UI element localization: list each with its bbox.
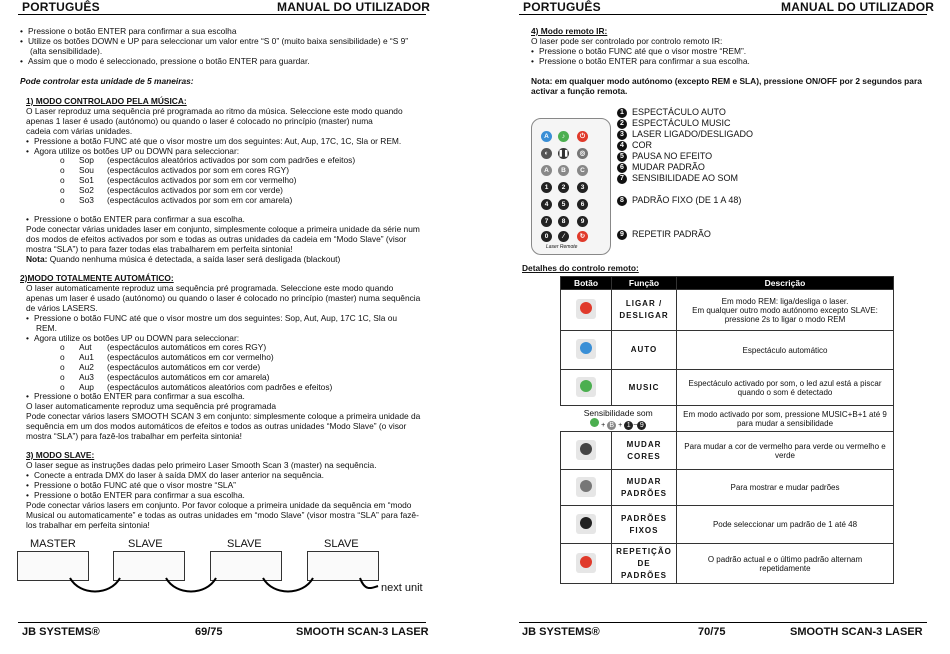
table-row bbox=[561, 544, 894, 584]
header-manual-title: MANUAL DO UTILIZADOR bbox=[781, 0, 935, 14]
digit-button-icon: 3 bbox=[577, 182, 588, 193]
fixed-pattern-icon bbox=[576, 514, 596, 534]
paragraph-line: Musical ou automaticamente” e todas as outras unidades em “modo Slave” (visor mostra “SLA” para fazê- bbox=[26, 510, 419, 520]
pattern-icon bbox=[576, 477, 596, 497]
description-cell: Para mudar a cor de vermelho para verde ou vermelho e verde bbox=[677, 432, 894, 470]
note-line: activar a função remota. bbox=[531, 86, 628, 96]
table-row bbox=[561, 290, 894, 331]
option-code: Au2 bbox=[79, 362, 94, 372]
bullet-text: • Pressione o botão ENTER para confirmar a sua escolha. bbox=[26, 491, 245, 501]
details-title: Detalhes do controlo remoto: bbox=[522, 263, 639, 273]
paragraph-line: dos modos de efeitos activados por som e todas as outras unidades da cadeia em “Modo Slave” (visor bbox=[26, 234, 407, 244]
option-code: Aup bbox=[79, 382, 94, 392]
page-number: 69/75 bbox=[195, 626, 223, 638]
bullet-text: • Pressione a botão FUNC até que o visor mostre um dos seguintes: Aut, Aup, 17C, 1C, Sla or REM. bbox=[26, 137, 401, 147]
power-icon bbox=[576, 299, 596, 319]
bullet-text: • Pressione o botão ENTER para confirmar a sua escolha. bbox=[531, 57, 750, 67]
header-language: PORTUGUÊS bbox=[523, 0, 601, 14]
option-desc: (espectáculos automáticos em cor verde) bbox=[107, 362, 261, 372]
paragraph-line: cadeia com várias unidades. bbox=[26, 126, 133, 136]
paragraph-line: sequência em um dos modos automáticos de efeitos e todos as outras unidades “Modo Slave” (o visor bbox=[26, 421, 407, 431]
option-code: Aut bbox=[79, 342, 92, 352]
option-desc: (espectáculos automáticos em cor amarela) bbox=[107, 372, 270, 382]
note-text: Quando nenhuma música é detectada, a saída laser será desligada (blackout) bbox=[47, 254, 341, 264]
footer-rule bbox=[18, 622, 426, 623]
dmx-cables bbox=[0, 548, 430, 598]
paragraph-line: O Laser reproduz uma sequência pré programada ao ritmo da música. Seleccione este modo quando bbox=[26, 106, 403, 116]
bullet-text: • Agora utilize os botões UP ou DOWN para seleccionar: bbox=[26, 334, 239, 344]
description-cell: Em modo REM: liga/desliga o laser. Em qualquer outro modo autónomo excepto SLAVE: pressione 2s to ligar o modo REM bbox=[677, 290, 894, 331]
bullet-text: • Conecte a entrada DMX do laser à saída DMX do laser anterior na sequência. bbox=[26, 471, 324, 481]
bullet-text: • Pressione o botão ENTER para confirmar a sua escolha. bbox=[26, 392, 245, 402]
next-unit-label: next unit bbox=[381, 582, 423, 594]
option-code: So2 bbox=[79, 185, 94, 195]
remote-details-table bbox=[560, 276, 894, 584]
option-code: Au1 bbox=[79, 352, 94, 362]
digit-button-icon: 0 bbox=[541, 231, 552, 242]
paragraph-line: apenas 1 laser é usado (autónomo) ou quando o laser é colocado no princípio (master) numa bbox=[26, 116, 373, 126]
button-b-icon: B bbox=[558, 165, 569, 176]
pause-button-icon: ❚❚ bbox=[558, 150, 569, 157]
paragraph-line: de vários LASERS. bbox=[26, 303, 98, 313]
section-title-music-mode: 1) MODO CONTROLADO PELA MÚSICA: bbox=[26, 96, 187, 106]
footer-rule bbox=[519, 622, 927, 623]
column-header: Função bbox=[612, 277, 677, 290]
note-line bbox=[26, 255, 340, 265]
ir-remote-control bbox=[531, 118, 611, 255]
footer-product: SMOOTH SCAN-3 LASER bbox=[296, 626, 429, 638]
option-code: Sou bbox=[79, 165, 94, 175]
slave-label: SLAVE bbox=[324, 538, 359, 550]
description-cell: Espectáculo automático bbox=[677, 331, 894, 370]
bullet-text: • Pressione o botão ENTER para confirmar a sua escolha bbox=[20, 27, 237, 37]
description-cell: Pode seleccionar um padrão de 1 até 48 bbox=[677, 506, 894, 544]
bullet-text: • Pressione o botão FUNC até que o visor mostre “SLA” bbox=[26, 481, 236, 491]
column-header: Botão bbox=[561, 277, 612, 290]
legend-item: 2 ESPECTÁCULO MUSIC bbox=[617, 118, 731, 129]
option-code: Sop bbox=[79, 155, 94, 165]
fixed-pattern-button-icon: ⁄ bbox=[558, 231, 569, 242]
paragraph-line: mostra “SLA”) to para fazer todas elas trabalharem em perfeita sintonia! bbox=[26, 244, 293, 254]
description-cell: O padrão actual e o último padrão alternam repetidamente bbox=[677, 544, 894, 584]
left-page: PORTUGUÊS MANUAL DO UTILIZADOR • Pressione o botão ENTER para confirmar a sua escolha • Utilize os botões DOWN e UP para seleccionar um valor entre “S 0” (muito baixa sensibilidade) e “S 9” (alta sensibilidade). • Assim que o modo é seleccionado, pressione o botão ENTER para guardar. Pode controlar esta unidade de 5 maneiras: 1) MODO CONTROLADO PELA MÚSICA: O Laser reproduz uma sequência pré programada ao ritmo da música. Seleccione este modo quando apenas 1 laser é usado (autónomo) ou quando o laser é colocado no princípio (master) numa cadeia com várias unidades. • Pressione a botão FUNC até que o visor mostre um dos seguintes: Aut, Aup, 17C, 1C, Sla or REM. • Agora utilize os botões UP ou DOWN para seleccionar: o Sop (espectáculos aleatórios activados por som com padrões e efeitos) o Sou (espectáculos activados por som em cores RGY) o So1 (espectáculos activados por som em cor vermelho) o So2 (espectáculos activados por som em cor verde) o So3 (espectáculos activados por som em cor amarela) • Pressione o botão ENTER para confirmar a sua escolha. Pode conectar várias unidades laser em conjunto, simplesmente coloque a primeira unidade da série num dos modos de efeitos activados por som e todas as outras unidades da cadeia em “Modo Slave” (visor mostra “SLA”) to para fazer todas elas trabalharem em perfeita sintonia! Nota: Quando nenhuma música é detectada, a saída laser será desligada (blackout) 2)MODO TOTALMENTE AUTOMÁTICO: O laser automaticamente reproduz uma sequência pré programada. Seleccione este modo quando apenas um laser é usado (autónomo) ou quando o laser é colocado no princípio (master) numa sequência de vários LASERS. • Pressione o botão FUNC até que o visor mostre um dos seguintes: Sop, Aut, Aup, 17C 1C, Sla ou REM. • Agora utilize os botões UP ou DOWN para seleccionar: o Aut (espectáculos automáticos em cores RGY) o Au1 (espectáculos automáticos em cor vermelho) o Au2 (espectáculos automáticos em cor verde) o Au3 (espectáculos automáticos em cor amarela) o Aup (espectáculos automáticos aleatórios com padrões e efeitos) • Pressione o botão ENTER para confirmar a sua escolha. O laser automaticamente reproduz uma sequência pré programada Pode conectar vários lasers SMOOTH SCAN 3 em conjunto: simplesmente coloque a primeira unidade da sequência em um dos modos automáticos de efeitos e todos as outras unidades “Modo Slave” (o visor mostra “SLA”) para fazê-los trabalhar em perfeita sintonia! 3) MODO SLAVE: O laser segue as instruções dadas pelo primeiro Laser Smooth Scan 3 (master) na sequência. • Conecte a entrada DMX do laser à saída DMX do laser anterior na sequência. • Pressione o botão FUNC até que o visor mostre “SLA” • Pressione o botão ENTER para confirmar a sua escolha. Pode conectar vários lasers em conjunto. Por favor coloque a primeira unidade da sequência em “modo Musical ou automaticamente” e todas as outras unidades em “modo Slave” (visor mostra “SLA” para fazê- los trabalhar em perfeita sintonia! MASTER SLAVE SLAVE SLAVE next unit JB SYSTEMS® 69/75 SMOOTH SCAN-3 LASER bbox=[0, 0, 475, 654]
digit-button-icon: 7 bbox=[541, 216, 552, 227]
legend-item: 3 LASER LIGADO/DESLIGADO bbox=[617, 129, 753, 140]
note-line: Nota: em qualquer modo autónomo (excepto REM e SLA), pressione ON/OFF por 2 segundos para bbox=[531, 76, 922, 86]
table-row bbox=[561, 370, 894, 406]
section-title-slave-mode: 3) MODO SLAVE: bbox=[26, 450, 95, 460]
table-header-row bbox=[561, 277, 894, 290]
table-row bbox=[561, 432, 894, 470]
option-desc: (espectáculos automáticos em cores RGY) bbox=[107, 342, 267, 352]
button-c-icon: C bbox=[577, 165, 588, 176]
header-manual-title: MANUAL DO UTILIZADOR bbox=[277, 0, 431, 14]
power-button-icon: ⏻ bbox=[577, 131, 588, 142]
digit-button-icon: 4 bbox=[541, 199, 552, 210]
music-button-icon: ♪ bbox=[558, 131, 569, 142]
color-button-icon: ◐ bbox=[541, 148, 552, 159]
function-cell: PADRÕES FIXOS bbox=[612, 506, 677, 544]
paragraph-line: Pode conectar várias unidades laser em conjunto, simplesmente coloque a primeira unidade da série num bbox=[26, 224, 420, 234]
color-icon bbox=[576, 440, 596, 460]
paragraph-line: los trabalhar em perfeita sintonia! bbox=[26, 520, 150, 530]
option-desc: (espectáculos activados por som em cor vermelho) bbox=[107, 175, 297, 185]
legend-item: 9 REPETIR PADRÃO bbox=[617, 229, 711, 240]
auto-icon bbox=[576, 339, 596, 359]
section-title-auto-mode: 2)MODO TOTALMENTE AUTOMÁTICO: bbox=[20, 273, 174, 283]
function-cell: AUTO bbox=[612, 331, 677, 370]
function-cell: LIGAR / DESLIGAR bbox=[612, 290, 677, 331]
description-cell: Em modo activado por som, pressione MUSIC+B+1 até 9 para mudar a sensibilidade bbox=[677, 406, 894, 432]
paragraph-line: apenas um laser é usado (autónomo) ou quando o laser é colocado no princípio (master) numa sequência bbox=[26, 293, 421, 303]
digit-button-icon: 1 bbox=[541, 182, 552, 193]
footer-product: SMOOTH SCAN-3 LASER bbox=[790, 626, 923, 638]
option-code: So1 bbox=[79, 175, 94, 185]
function-cell: MUSIC bbox=[612, 370, 677, 406]
bullet-text: • Agora utilize os botões UP ou DOWN para seleccionar: bbox=[26, 147, 239, 157]
bullet-text: • Pressione o botão FUNC até que o visor mostre “REM”. bbox=[531, 47, 746, 57]
legend-item: 7 SENSIBILIDADE AO SOM bbox=[617, 173, 738, 184]
digit-button-icon: 2 bbox=[558, 182, 569, 193]
function-cell: REPETIÇÃO DE PADRÕES bbox=[612, 544, 677, 584]
slave-label: SLAVE bbox=[227, 538, 262, 550]
slave-label: SLAVE bbox=[128, 538, 163, 550]
option-desc: (espectáculos automáticos aleatórios com padrões e efeitos) bbox=[107, 382, 333, 392]
header-rule bbox=[18, 14, 426, 15]
page-number: 70/75 bbox=[698, 626, 726, 638]
table-row bbox=[561, 331, 894, 370]
music-icon bbox=[576, 377, 596, 397]
option-desc: (espectáculos activados por som em cores RGY) bbox=[107, 165, 289, 175]
bullet-text: • Utilize os botões DOWN e UP para seleccionar um valor entre “S 0” (muito baixa sensibilidade) e “S 9” bbox=[20, 37, 408, 47]
description-cell: Espectáculo activado por som, o led azul está a piscar quando o som é detectado bbox=[677, 370, 894, 406]
legend-item: 5 PAUSA NO EFEITO bbox=[617, 151, 712, 162]
bullet-text: • Pressione o botão ENTER para confirmar a sua escolha. bbox=[26, 215, 245, 225]
legend-item: 8 PADRÃO FIXO (DE 1 A 48) bbox=[617, 195, 741, 206]
option-desc: (espectáculos activados por som em cor verde) bbox=[107, 185, 283, 195]
remote-brand-label: Laser Remote bbox=[546, 244, 578, 250]
sensitivity-combo-icon: + B + 1 ~ 9 bbox=[563, 418, 675, 430]
option-code: Au3 bbox=[79, 372, 94, 382]
digit-button-icon: 8 bbox=[558, 216, 569, 227]
table-row bbox=[561, 506, 894, 544]
option-code: So3 bbox=[79, 195, 94, 205]
header-language: PORTUGUÊS bbox=[22, 0, 100, 14]
paragraph-line: mostra “SLA”) para fazê-los trabalhar em perfeita sintonia! bbox=[26, 431, 242, 441]
bullet-text: • Assim que o modo é seleccionado, pressione o botão ENTER para guardar. bbox=[20, 57, 310, 67]
pattern-button-icon: ◎ bbox=[577, 148, 588, 159]
auto-button-icon: A bbox=[541, 131, 552, 142]
note-label: Nota: bbox=[26, 254, 48, 264]
paragraph-line: O laser segue as instruções dadas pelo primeiro Laser Smooth Scan 3 (master) na sequência. bbox=[26, 460, 377, 470]
repeat-icon bbox=[576, 553, 596, 573]
paragraph-line: Pode conectar vários lasers SMOOTH SCAN 3 em conjunto: simplesmente coloque a primeira unidade da bbox=[26, 411, 421, 421]
button-a-icon: A bbox=[541, 165, 552, 176]
sensitivity-label: Sensibilidade som bbox=[583, 407, 653, 418]
function-cell: MUDAR CORES bbox=[612, 432, 677, 470]
option-desc: (espectáculos aleatórios activados por som com padrões e efeitos) bbox=[107, 155, 356, 165]
option-desc: (espectáculos activados por som em cor amarela) bbox=[107, 195, 293, 205]
intro-text: Pode controlar esta unidade de 5 maneiras: bbox=[20, 76, 194, 86]
description-cell: Para mostrar e mudar padrões bbox=[677, 470, 894, 506]
bullet-text: • Pressione o botão FUNC até que o visor mostre um dos seguintes: Sop, Aut, Aup, 17C 1C, Sla ou bbox=[26, 314, 397, 324]
legend-item: 4 COR bbox=[617, 140, 652, 151]
section-title-ir-mode: 4) Modo remoto IR: bbox=[531, 26, 608, 36]
bullet-text-cont: REM. bbox=[36, 323, 57, 333]
function-cell: MUDAR PADRÕES bbox=[612, 470, 677, 506]
paragraph-line: O laser automaticamente reproduz uma sequência pré programada bbox=[26, 401, 276, 411]
paragraph-line: O laser automaticamente reproduz uma sequência pré programada. Seleccione este modo quando bbox=[26, 283, 394, 293]
column-header: Descrição bbox=[677, 277, 894, 290]
legend-item: 6 MUDAR PADRÃO bbox=[617, 162, 705, 173]
table-row bbox=[561, 470, 894, 506]
footer-brand: JB SYSTEMS® bbox=[22, 626, 100, 638]
legend-item: 1 ESPECTÁCULO AUTO bbox=[617, 107, 726, 118]
paragraph-line: Pode conectar vários lasers em conjunto. Por favor coloque a primeira unidade da sequência em “modo bbox=[26, 500, 412, 510]
option-desc: (espectáculos automáticos em cor vermelho) bbox=[107, 352, 274, 362]
digit-button-icon: 6 bbox=[577, 199, 588, 210]
footer-brand: JB SYSTEMS® bbox=[522, 626, 600, 638]
header-rule bbox=[519, 14, 927, 15]
digit-button-icon: 5 bbox=[558, 199, 569, 210]
bullet-text-cont: (alta sensibilidade). bbox=[30, 46, 103, 56]
table-row bbox=[561, 406, 894, 432]
paragraph-line: O laser pode ser controlado por controlo remoto IR: bbox=[531, 36, 723, 46]
digit-button-icon: 9 bbox=[577, 216, 588, 227]
master-label: MASTER bbox=[30, 538, 76, 550]
repeat-button-icon: ↻ bbox=[577, 231, 588, 242]
